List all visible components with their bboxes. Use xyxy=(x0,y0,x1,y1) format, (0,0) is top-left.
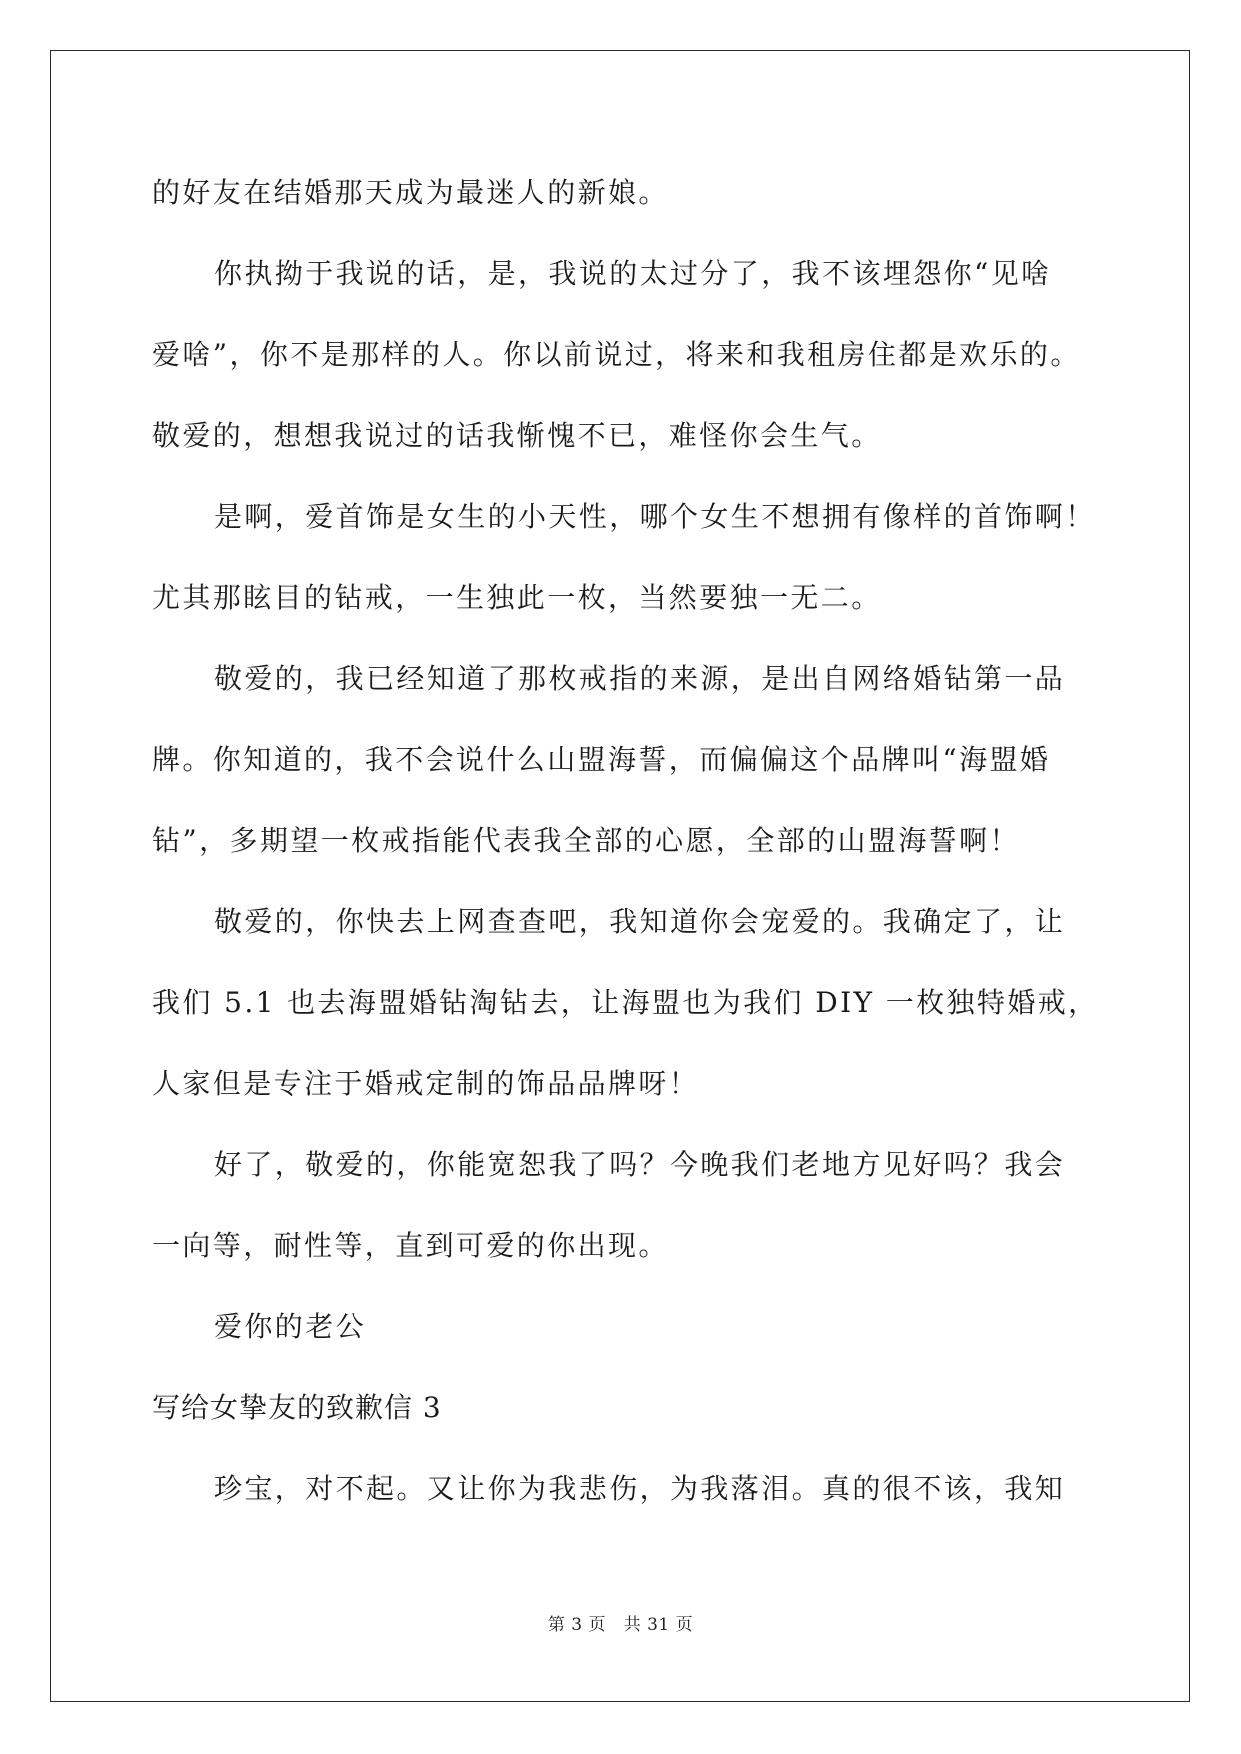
text-line-4: 敬爱的，想想我说过的话我惭愧不已，难怪你会生气。 xyxy=(152,419,882,452)
text-line-10: 敬爱的，你快去上网查查吧，我知道你会宠爱的。我确定了，让 xyxy=(214,905,1066,938)
text-line-1: 的好友在结婚那天成为最迷人的新娘。 xyxy=(152,176,669,209)
document-body xyxy=(152,166,1099,1543)
text-line-14: 一向等，耐性等，直到可爱的你出现。 xyxy=(152,1229,669,1262)
text-line-12: 人家但是专注于婚戒定制的饰品品牌呀！ xyxy=(152,1067,700,1100)
text-line-6: 尤其那眩目的钻戒，一生独此一枚，当然要独一无二。 xyxy=(152,581,882,614)
text-line-13: 好了，敬爱的，你能宽恕我了吗？今晚我们老地方见好吗？我会 xyxy=(214,1148,1066,1181)
text-line-5: 是啊，爱首饰是女生的小天性，哪个女生不想拥有像样的首饰啊！ xyxy=(214,500,1096,533)
page-number-text: 第 3 页 共 31 页 xyxy=(547,1615,694,1635)
page-number-footer xyxy=(0,1610,1241,1635)
signature-line: 爱你的老公 xyxy=(214,1310,367,1343)
section-heading: 写给女挚友的致歉信 3 xyxy=(152,1391,442,1424)
text-line-8: 牌。你知道的，我不会说什么山盟海誓，而偏偏这个品牌叫“海盟婚 xyxy=(152,743,1051,776)
text-line-2: 你执拗于我说的话，是，我说的太过分了，我不该埋怨你“见啥 xyxy=(214,257,1052,290)
text-line-17: 珍宝，对不起。又让你为我悲伤，为我落泪。真的很不该，我知 xyxy=(214,1472,1066,1505)
text-line-7: 敬爱的，我已经知道了那枚戒指的来源，是出自网络婚钻第一品 xyxy=(214,662,1066,695)
text-line-3: 爱啥”，你不是那样的人。你以前说过，将来和我租房住都是欢乐的。 xyxy=(152,338,1081,371)
text-line-11: 我们 5.1 也去海盟婚钻淘钻去，让海盟也为我们 DIY 一枚独特婚戒， xyxy=(152,986,1099,1019)
text-line-9: 钻”，多期望一枚戒指能代表我全部的心愿，全部的山盟海誓啊！ xyxy=(152,824,1020,857)
